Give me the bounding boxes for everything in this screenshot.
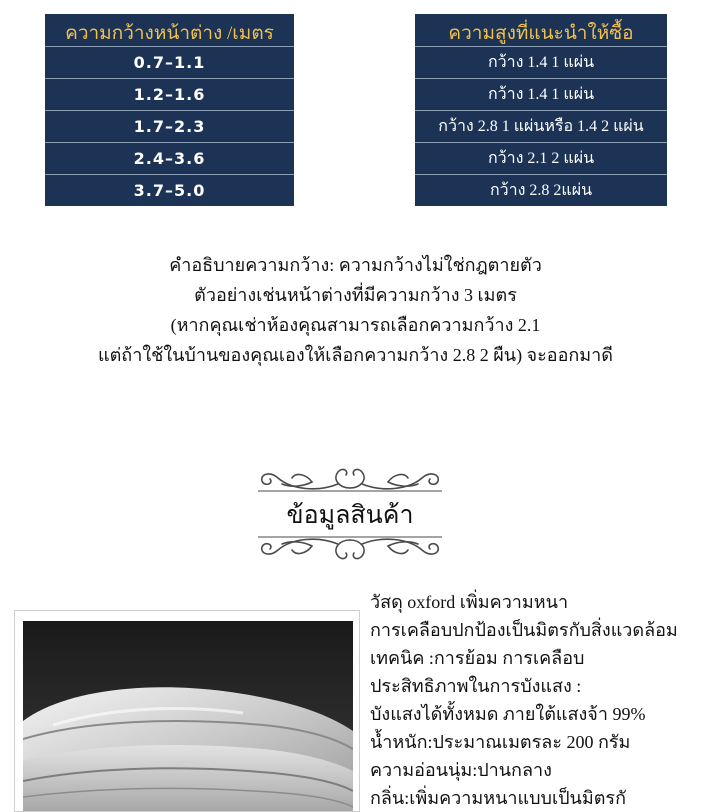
window-width-row: 3.7–5.0 [133, 181, 206, 200]
window-width-row: 1.7–2.3 [45, 111, 294, 143]
scroll-ornament-icon [252, 534, 448, 566]
product-specs [370, 588, 711, 812]
folded-curtain-image [23, 621, 353, 811]
spec-line: บังแสงได้ทั้งหมด ภายใต้แสงจ้า 99% [370, 704, 646, 724]
spec-line: น้ำหนัก:ประมาณเมตรละ 200 กรัม [370, 732, 631, 752]
product-info-title: ข้อมูลสินค้า [286, 502, 414, 529]
window-width-table [45, 14, 294, 206]
product-image-frame [14, 610, 360, 812]
window-width-row: 0.7–1.1 [45, 47, 294, 79]
description-line: ตัวอย่างเช่นหน้าต่างที่มีความกว้าง 3 เมตร [194, 285, 517, 305]
description-line: คำอธิบายความกว้าง: ความกว้างไม่ใช่กฎตายตัว [169, 255, 542, 275]
spec-line: เทคนิค :การย้อม การเคลือบ [370, 648, 585, 668]
window-width-header: ความกว้างหน้าต่าง /เมตร [45, 14, 294, 47]
width-description [0, 250, 711, 370]
recommended-size-row: กว้าง 2.8 2แผ่น [489, 182, 593, 199]
recommended-size-row: กว้าง 2.1 2 แผ่น [415, 143, 667, 175]
spec-line: กลิ่น:เพิ่มความหนาแบบเป็นมิตรกั [370, 788, 626, 808]
spec-line: ประสิทธิภาพในการบังแสง : [370, 676, 582, 696]
scroll-ornament-icon [252, 462, 448, 494]
recommended-size-row: กว้าง 2.8 1 แผ่นหรือ 1.4 2 แผ่น [415, 111, 667, 143]
window-width-row: 2.4–3.6 [45, 143, 294, 175]
recommended-size-table [415, 14, 667, 206]
recommended-size-row: กว้าง 1.4 1 แผ่น [415, 47, 667, 79]
window-width-row: 1.2–1.6 [45, 79, 294, 111]
recommended-size-row: กว้าง 1.4 1 แผ่น [415, 79, 667, 111]
description-line: (หากคุณเช่าห้องคุณสามารถเลือกความกว้าง 2.1 [170, 315, 541, 335]
spec-line: วัสดุ oxford เพิ่มความหนา [370, 592, 569, 612]
recommended-size-header: ความสูงที่แนะนำให้ซื้อ [415, 14, 667, 47]
spec-line: การเคลือบปกป้องเป็นมิตรกับสิ่งแวดล้อม [370, 620, 678, 640]
description-line: แต่ถ้าใช้ในบ้านของคุณเองให้เลือกความกว้าง 2.8 2 ผืน) จะออกมาดี [98, 345, 613, 365]
spec-line: ความอ่อนนุ่ม:ปานกลาง [370, 760, 552, 780]
